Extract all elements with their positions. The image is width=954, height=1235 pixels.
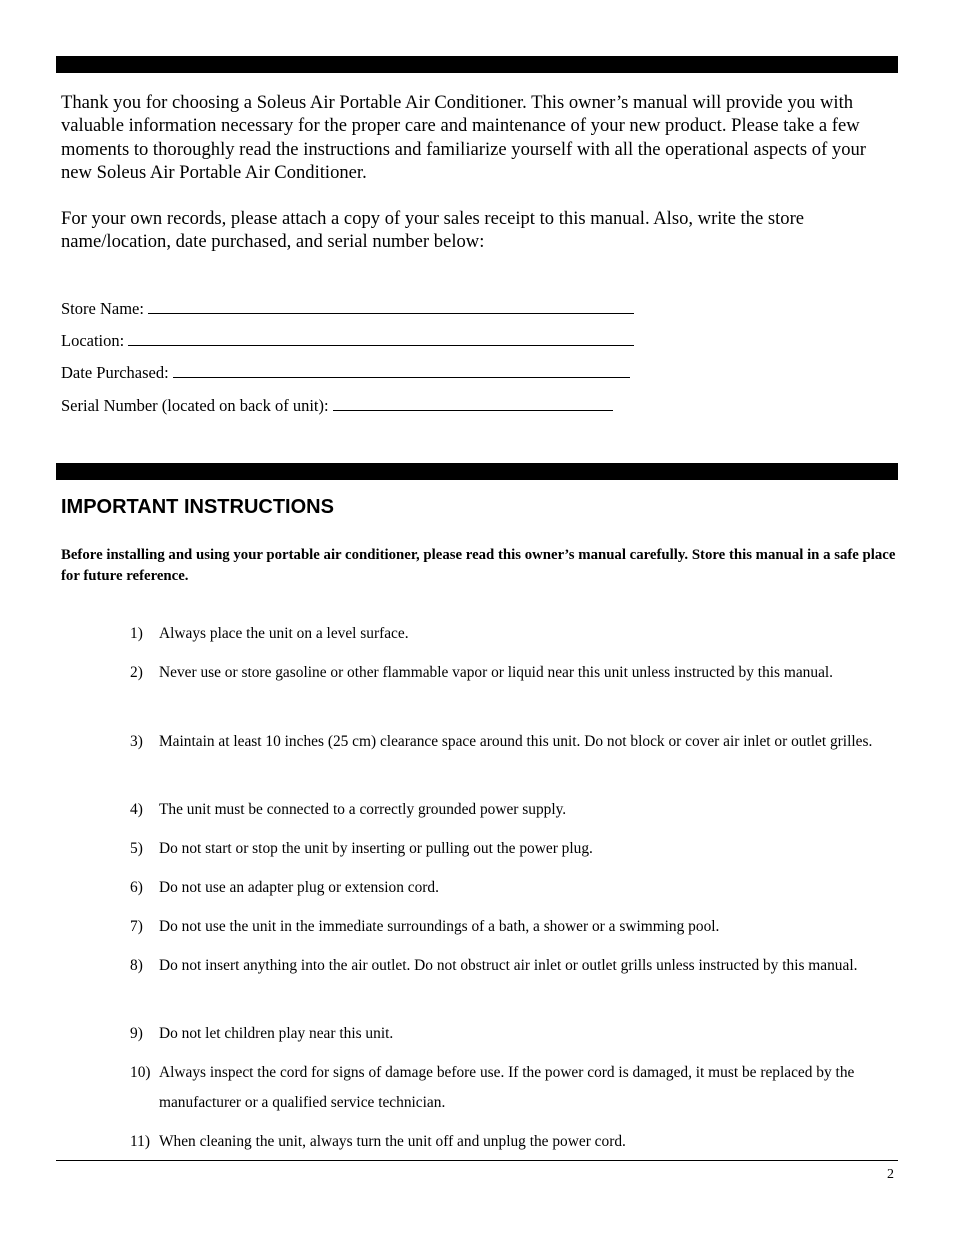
date-purchased-label: Date Purchased: — [61, 363, 169, 382]
top-divider-bar — [56, 56, 898, 73]
list-item-text: Do not insert anything into the air outlet. Do not obstruct air inlet or outlet grills unless instructed by this manual. — [159, 957, 858, 974]
intro-paragraph: Thank you for choosing a Soleus Air Portable Air Conditioner. This owner’s manual will provide you with valuable information necessary for the proper care and maintenance of your new product. Please take a few moments to thoroughly read the instructions and familiarize yourself with all the operational aspects of your new Soleus Air Portable Air Conditioner. — [61, 92, 866, 184]
list-item-number: 1) — [130, 625, 143, 642]
serial-number-label: Serial Number (located on back of unit): — [61, 396, 329, 415]
location-blank[interactable] — [128, 331, 634, 346]
list-item-number: 11) — [130, 1133, 150, 1150]
date-purchased-field[interactable] — [61, 363, 630, 383]
list-item — [130, 834, 890, 864]
section-divider-bar — [56, 463, 898, 480]
list-item — [130, 1127, 890, 1157]
list-item-text: Never use or store gasoline or other flammable vapor or liquid near this unit unless instructed by this manual. — [159, 664, 834, 681]
list-item — [130, 1019, 890, 1049]
instructions-note: Before installing and using your portable air conditioner, please read this owner’s manual carefully. Store this manual in a safe place for future reference. — [61, 547, 896, 584]
list-item — [130, 795, 890, 825]
list-item-number: 4) — [130, 801, 143, 818]
list-item-number: 7) — [130, 918, 143, 935]
date-purchased-blank[interactable] — [173, 363, 630, 378]
list-item-text: Always place the unit on a level surface. — [159, 625, 409, 642]
section-title: IMPORTANT INSTRUCTIONS — [61, 496, 334, 518]
serial-number-field[interactable] — [61, 396, 613, 416]
list-item — [130, 951, 890, 981]
list-item-text: The unit must be connected to a correctly grounded power supply. — [159, 801, 567, 818]
list-item-text: Maintain at least 10 inches (25 cm) clearance space around this unit. Do not block or cover air inlet or outlet grilles. — [159, 733, 873, 750]
list-item — [130, 912, 890, 942]
list-item-number: 8) — [130, 957, 143, 974]
list-item-number: 2) — [130, 664, 143, 681]
list-item — [130, 1058, 890, 1117]
list-item — [130, 658, 890, 688]
store-name-blank[interactable] — [148, 299, 634, 314]
list-item — [130, 727, 890, 757]
list-item-text: Do not let children play near this unit. — [159, 1025, 394, 1042]
list-item-text: Do not use an adapter plug or extension cord. — [159, 879, 439, 896]
footer-rule — [56, 1160, 898, 1161]
list-item-text: Do not start or stop the unit by inserting or pulling out the power plug. — [159, 840, 593, 857]
page-number: 2 — [887, 1167, 894, 1182]
store-name-label: Store Name: — [61, 299, 144, 318]
records-paragraph: For your own records, please attach a copy of your sales receipt to this manual. Also, write the store name/location, date purchased, and serial number below: — [61, 208, 805, 253]
list-item-text: Always inspect the cord for signs of damage before use. If the power cord is damaged, it must be replaced by the manufacturer or a qualified service technician. — [159, 1064, 855, 1111]
location-label: Location: — [61, 331, 125, 350]
list-item — [130, 873, 890, 903]
list-item-number: 3) — [130, 733, 143, 750]
list-item-number: 6) — [130, 879, 143, 896]
list-item-text: Do not use the unit in the immediate surroundings of a bath, a shower or a swimming pool. — [159, 918, 720, 935]
location-field[interactable] — [61, 331, 634, 351]
store-name-field[interactable] — [61, 299, 634, 319]
list-item-number: 5) — [130, 840, 143, 857]
list-item-number: 9) — [130, 1025, 143, 1042]
list-item — [130, 619, 890, 649]
serial-number-blank[interactable] — [333, 396, 613, 411]
list-item-text: When cleaning the unit, always turn the unit off and unplug the power cord. — [159, 1133, 626, 1150]
list-item-number: 10) — [130, 1064, 151, 1081]
